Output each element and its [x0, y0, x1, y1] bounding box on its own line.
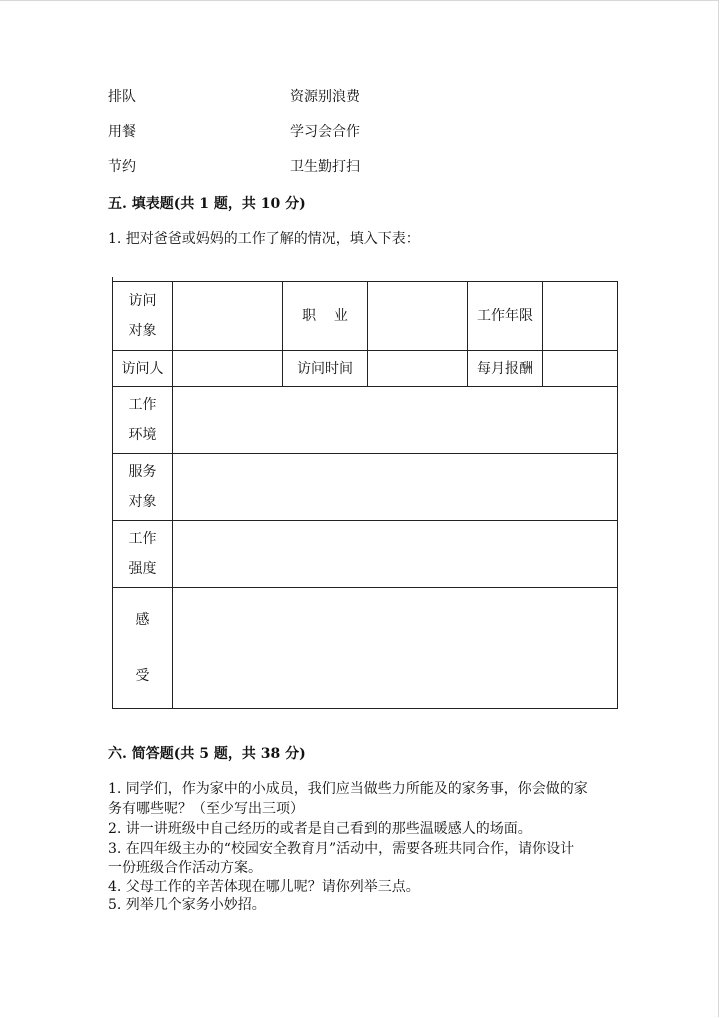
q4: 4. 父母工作的辛苦体现在哪儿呢？请你列举三点。	[108, 879, 420, 895]
match-right-1[interactable]: 资源别浪费	[290, 89, 360, 105]
interviewee-label-line2: 对象	[128, 323, 157, 339]
work-years-label: 工作年限	[477, 308, 533, 324]
interviewer-label: 访问人	[121, 360, 164, 377]
work-env-line2: 环境	[128, 427, 157, 443]
intensity-line2: 强度	[128, 561, 157, 577]
cell-work-env-input[interactable]	[173, 387, 618, 454]
cell-work-env-label	[113, 387, 173, 454]
cell-interviewee-label	[113, 282, 173, 351]
cell-feeling-input[interactable]	[173, 588, 618, 709]
cell-service-input[interactable]	[173, 454, 618, 521]
cell-work-years-label	[468, 282, 543, 351]
match-left-3[interactable]: 节约	[108, 159, 136, 175]
visit-time-label: 访问时间	[297, 360, 353, 377]
q1-line1: 1. 同学们，作为家中的小成员，我们应当做些力所能及的家务事，你会做的家	[108, 781, 588, 797]
occupation-label: 职 业	[302, 308, 348, 324]
service-line1: 服务	[128, 464, 157, 480]
interview-table	[112, 281, 618, 709]
feeling-line1: 感	[135, 612, 150, 628]
cell-interviewer-label	[113, 351, 173, 387]
match-left-1[interactable]: 排队	[108, 89, 136, 105]
section5-heading: 五. 填表题(共 1 题，共 10 分)	[108, 196, 306, 212]
cell-feeling-label	[113, 588, 173, 709]
cell-interviewee-input[interactable]	[173, 282, 283, 351]
match-left-2[interactable]: 用餐	[108, 124, 136, 140]
match-right-2[interactable]: 学习会合作	[290, 124, 360, 140]
feeling-line2: 受	[135, 668, 150, 684]
q2: 2. 讲一讲班级中自己经历的或者是自己看到的那些温暖感人的场面。	[108, 821, 532, 837]
q1-line2: 务有哪些呢？（至少写出三项）	[108, 801, 304, 817]
cell-intensity-label	[113, 521, 173, 588]
intensity-line1: 工作	[128, 531, 157, 547]
interviewee-label-line1: 访问	[128, 293, 157, 309]
cell-occupation-label	[283, 282, 368, 351]
q3-line1: 3. 在四年级主办的“校园安全教育月”活动中，需要各班共同合作，请你设计	[108, 841, 575, 857]
work-env-line1: 工作	[128, 397, 157, 413]
q5: 5. 列举几个家务小妙招。	[108, 897, 266, 913]
match-right-3[interactable]: 卫生勤打扫	[290, 159, 360, 175]
cell-service-label	[113, 454, 173, 521]
service-line2: 对象	[128, 494, 157, 510]
cell-visit-time-label	[283, 351, 368, 387]
cell-visit-time-input[interactable]	[368, 351, 468, 387]
cell-monthly-pay-input[interactable]	[543, 351, 618, 387]
cell-intensity-input[interactable]	[173, 521, 618, 588]
cell-occupation-input[interactable]	[368, 282, 468, 351]
cell-interviewer-input[interactable]	[173, 351, 283, 387]
section5-question: 1. 把对爸爸或妈妈的工作了解的情况，填入下表：	[108, 231, 420, 247]
q3-line2: 一份班级合作活动方案。	[108, 860, 262, 876]
cell-monthly-pay-label	[468, 351, 543, 387]
section6-heading: 六. 简答题(共 5 题，共 38 分)	[108, 746, 306, 762]
cell-work-years-input[interactable]	[543, 282, 618, 351]
monthly-pay-label: 每月报酬	[477, 360, 533, 377]
